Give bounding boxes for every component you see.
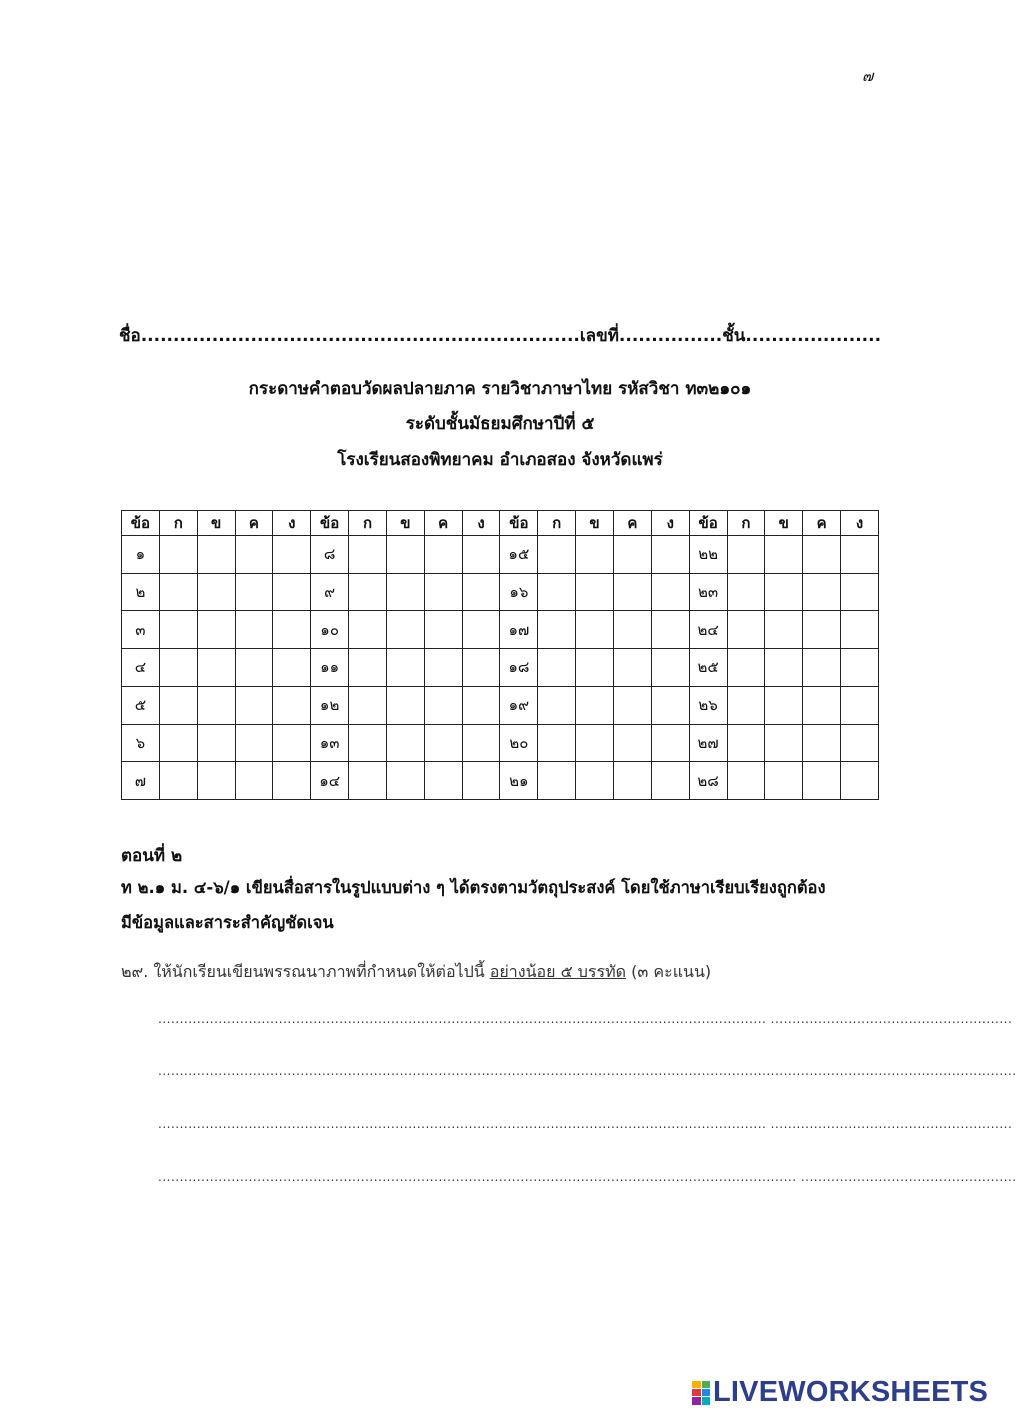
answer-choice-cell[interactable] <box>273 649 311 687</box>
answer-choice-cell[interactable] <box>349 611 387 649</box>
answer-choice-cell[interactable] <box>765 762 803 800</box>
answer-choice-cell[interactable] <box>538 649 576 687</box>
logo-block <box>692 1397 701 1404</box>
answer-choice-cell[interactable] <box>159 724 197 762</box>
answer-choice-cell[interactable] <box>235 536 273 574</box>
header-cell: ง <box>651 511 689 536</box>
question-number: ๑ <box>122 536 160 574</box>
answer-choice-cell[interactable] <box>462 649 500 687</box>
answer-choice-cell[interactable] <box>841 762 879 800</box>
part-title: ตอนที่ ๒ <box>121 846 183 866</box>
answer-choice-cell[interactable] <box>841 649 879 687</box>
answer-choice-cell[interactable] <box>613 762 651 800</box>
header-cell: ข้อ <box>311 511 349 536</box>
header-cell: ข้อ <box>500 511 538 536</box>
answer-choice-cell[interactable] <box>462 686 500 724</box>
question-number: ๙ <box>311 573 349 611</box>
answer-choice-cell[interactable] <box>651 686 689 724</box>
answer-choice-cell[interactable] <box>349 686 387 724</box>
student-info-line: ชื่อ....................................................................เลขที่................ชั้น..................... <box>118 326 882 346</box>
answer-choice-cell[interactable] <box>613 536 651 574</box>
answer-choice-cell[interactable] <box>765 536 803 574</box>
answer-choice-cell[interactable] <box>424 611 462 649</box>
question-number: ๒๓ <box>689 573 727 611</box>
answer-choice-cell[interactable] <box>576 686 614 724</box>
answer-choice-cell[interactable] <box>159 573 197 611</box>
answer-choice-cell[interactable] <box>651 573 689 611</box>
header-cell: ก <box>349 511 387 536</box>
question-text: ๒๙. ให้นักเรียนเขียนพรรณนาภาพที่กำหนดให้ต่อไปนี้ <box>121 962 490 981</box>
answer-choice-cell[interactable] <box>841 686 879 724</box>
question-number: ๓ <box>122 611 160 649</box>
answer-choice-cell[interactable] <box>576 611 614 649</box>
answer-choice-cell[interactable] <box>576 536 614 574</box>
answer-choice-cell[interactable] <box>727 762 765 800</box>
answer-row <box>122 573 879 611</box>
indicator-text: ท ๒.๑ ม. ๔-๖/๑ เขียนสื่อสารในรูปแบบต่าง ๆ ได้ตรงตามวัตถุประสงค์ โดยใช้ภาษาเรียบเรียงถูกต้อง <box>121 878 826 897</box>
question-number: ๒ <box>122 573 160 611</box>
answer-choice-cell[interactable] <box>651 611 689 649</box>
answer-choice-cell[interactable] <box>803 611 841 649</box>
sheet-title: กระดาษคำตอบวัดผลปลายภาค รายวิชาภาษาไทย รหัสวิชา ท๓๒๑๐๑ <box>248 379 752 399</box>
question-number: ๒๒ <box>689 536 727 574</box>
question-number: ๒๕ <box>689 649 727 687</box>
answer-choice-cell[interactable] <box>386 611 424 649</box>
answer-choice-cell[interactable] <box>273 686 311 724</box>
question-number: ๑๗ <box>500 611 538 649</box>
answer-choice-cell[interactable] <box>651 649 689 687</box>
answer-choice-cell[interactable] <box>462 762 500 800</box>
answer-choice-cell[interactable] <box>765 573 803 611</box>
answer-choice-cell[interactable] <box>841 573 879 611</box>
answer-choice-cell[interactable] <box>765 686 803 724</box>
answer-choice-cell[interactable] <box>349 573 387 611</box>
answer-choice-cell[interactable] <box>386 573 424 611</box>
logo-blocks-icon <box>692 1381 710 1405</box>
answer-line[interactable]: .................................................................................................................................................... .................................................. <box>158 1170 1017 1184</box>
question-number: ๒๖ <box>689 686 727 724</box>
answer-choice-cell[interactable] <box>197 649 235 687</box>
answer-choice-cell[interactable] <box>197 724 235 762</box>
header-cell: ค <box>235 511 273 536</box>
answer-choice-cell[interactable] <box>424 686 462 724</box>
logo-block <box>702 1397 711 1404</box>
answer-choice-cell[interactable] <box>235 724 273 762</box>
question-number: ๒๘ <box>689 762 727 800</box>
answer-choice-cell[interactable] <box>159 611 197 649</box>
question-29 <box>121 960 711 985</box>
header-cell: ค <box>613 511 651 536</box>
answer-choice-cell[interactable] <box>576 762 614 800</box>
header-cell: ง <box>841 511 879 536</box>
answer-choice-cell[interactable] <box>197 686 235 724</box>
question-number: ๑๙ <box>500 686 538 724</box>
header-cell: ง <box>462 511 500 536</box>
answer-choice-cell[interactable] <box>349 649 387 687</box>
header-cell: ค <box>424 511 462 536</box>
question-number: ๑๘ <box>500 649 538 687</box>
question-number: ๔ <box>122 649 160 687</box>
answer-choice-cell[interactable] <box>424 724 462 762</box>
answer-choice-cell[interactable] <box>576 573 614 611</box>
answer-choice-cell[interactable] <box>803 573 841 611</box>
question-points: (๓ คะแนน) <box>626 962 712 981</box>
answer-choice-cell[interactable] <box>651 724 689 762</box>
answer-choice-cell[interactable] <box>235 649 273 687</box>
answer-choice-cell[interactable] <box>651 762 689 800</box>
question-number: ๑๕ <box>500 536 538 574</box>
question-number: ๑๓ <box>311 724 349 762</box>
question-number: ๗ <box>122 762 160 800</box>
answer-choice-cell[interactable] <box>197 573 235 611</box>
answer-line[interactable]: ....................................................................................................................................................................................................... <box>158 1064 1017 1078</box>
question-number: ๒๗ <box>689 724 727 762</box>
question-number: ๑๐ <box>311 611 349 649</box>
answer-choice-cell[interactable] <box>576 724 614 762</box>
answer-choice-cell[interactable] <box>424 762 462 800</box>
answer-choice-cell[interactable] <box>235 611 273 649</box>
question-requirement: อย่างน้อย ๕ บรรทัด <box>489 962 627 981</box>
answer-choice-cell[interactable] <box>727 724 765 762</box>
question-number: ๑๔ <box>311 762 349 800</box>
question-number: ๘ <box>311 536 349 574</box>
answer-choice-cell[interactable] <box>538 762 576 800</box>
answer-choice-cell[interactable] <box>803 724 841 762</box>
logo-block <box>702 1381 711 1388</box>
question-number: ๒๑ <box>500 762 538 800</box>
answer-choice-cell[interactable] <box>235 573 273 611</box>
header-cell: ข <box>197 511 235 536</box>
answer-choice-cell[interactable] <box>538 724 576 762</box>
answer-choice-cell[interactable] <box>613 649 651 687</box>
question-number: ๑๒ <box>311 686 349 724</box>
answer-choice-cell[interactable] <box>273 611 311 649</box>
answer-choice-cell[interactable] <box>386 724 424 762</box>
answer-choice-cell[interactable] <box>765 724 803 762</box>
header-cell: ง <box>273 511 311 536</box>
answer-choice-cell[interactable] <box>538 536 576 574</box>
answer-choice-cell[interactable] <box>538 611 576 649</box>
answer-choice-cell[interactable] <box>462 573 500 611</box>
answer-line[interactable]: ............................................................................................................................................. ........................................................ <box>158 1012 1013 1026</box>
header-cell: ข <box>765 511 803 536</box>
answer-choice-cell[interactable] <box>841 536 879 574</box>
answer-row <box>122 649 879 687</box>
header-cell: ข <box>576 511 614 536</box>
liveworksheets-logo <box>692 1376 988 1409</box>
answer-choice-cell[interactable] <box>613 724 651 762</box>
answer-choice-cell[interactable] <box>273 724 311 762</box>
grade-level: ระดับชั้นมัธยมศึกษาปีที่ ๕ <box>405 414 595 434</box>
answer-choice-cell[interactable] <box>159 686 197 724</box>
answer-choice-cell[interactable] <box>235 686 273 724</box>
header-cell: ข้อ <box>122 511 160 536</box>
answer-choice-cell[interactable] <box>613 573 651 611</box>
answer-choice-cell[interactable] <box>386 649 424 687</box>
answer-choice-cell[interactable] <box>462 724 500 762</box>
answer-choice-cell[interactable] <box>803 686 841 724</box>
answer-choice-cell[interactable] <box>765 611 803 649</box>
answer-grid <box>121 510 879 800</box>
answer-choice-cell[interactable] <box>538 686 576 724</box>
question-number: ๑๖ <box>500 573 538 611</box>
answer-choice-cell[interactable] <box>349 536 387 574</box>
answer-choice-cell[interactable] <box>273 573 311 611</box>
answer-row <box>122 724 879 762</box>
answer-choice-cell[interactable] <box>273 536 311 574</box>
answer-choice-cell[interactable] <box>386 762 424 800</box>
answer-choice-cell[interactable] <box>462 536 500 574</box>
answer-grid-header <box>122 511 879 536</box>
question-number: ๑๑ <box>311 649 349 687</box>
answer-choice-cell[interactable] <box>349 724 387 762</box>
answer-line[interactable]: ............................................................................................................................................. ........................................................ <box>158 1117 1013 1131</box>
question-number: ๒๔ <box>689 611 727 649</box>
answer-choice-cell[interactable] <box>727 573 765 611</box>
answer-choice-cell[interactable] <box>273 762 311 800</box>
school-name: โรงเรียนสองพิทยาคม อำเภอสอง จังหวัดแพร่ <box>337 450 663 470</box>
answer-choice-cell[interactable] <box>386 536 424 574</box>
indicator-text-continued: มีข้อมูลและสาระสำคัญชัดเจน <box>121 913 334 932</box>
answer-choice-cell[interactable] <box>424 573 462 611</box>
answer-choice-cell[interactable] <box>803 762 841 800</box>
answer-row <box>122 686 879 724</box>
answer-choice-cell[interactable] <box>803 649 841 687</box>
answer-choice-cell[interactable] <box>651 536 689 574</box>
answer-choice-cell[interactable] <box>613 686 651 724</box>
logo-block <box>692 1389 701 1396</box>
header-cell: ข้อ <box>689 511 727 536</box>
answer-row <box>122 762 879 800</box>
answer-choice-cell[interactable] <box>349 762 387 800</box>
answer-choice-cell[interactable] <box>424 649 462 687</box>
answer-choice-cell[interactable] <box>613 611 651 649</box>
answer-choice-cell[interactable] <box>197 762 235 800</box>
answer-choice-cell[interactable] <box>803 536 841 574</box>
header-cell: ก <box>727 511 765 536</box>
logo-block <box>692 1381 701 1388</box>
header-cell: ค <box>803 511 841 536</box>
logo-text: LIVEWORKSHEETS <box>713 1376 989 1408</box>
header-cell: ข <box>386 511 424 536</box>
answer-choice-cell[interactable] <box>197 536 235 574</box>
answer-choice-cell[interactable] <box>197 611 235 649</box>
answer-choice-cell[interactable] <box>727 536 765 574</box>
answer-choice-cell[interactable] <box>841 724 879 762</box>
answer-choice-cell[interactable] <box>576 649 614 687</box>
question-number: ๖ <box>122 724 160 762</box>
answer-choice-cell[interactable] <box>235 762 273 800</box>
answer-choice-cell[interactable] <box>462 611 500 649</box>
logo-block <box>702 1389 711 1396</box>
answer-choice-cell[interactable] <box>538 573 576 611</box>
header-cell: ก <box>159 511 197 536</box>
answer-choice-cell[interactable] <box>727 686 765 724</box>
question-number: ๒๐ <box>500 724 538 762</box>
answer-choice-cell[interactable] <box>424 536 462 574</box>
answer-choice-cell[interactable] <box>765 649 803 687</box>
header-cell: ก <box>538 511 576 536</box>
answer-choice-cell[interactable] <box>386 686 424 724</box>
answer-choice-cell[interactable] <box>159 649 197 687</box>
answer-choice-cell[interactable] <box>159 536 197 574</box>
page-number: ๗ <box>862 67 874 85</box>
answer-choice-cell[interactable] <box>159 762 197 800</box>
answer-choice-cell[interactable] <box>727 649 765 687</box>
question-number: ๕ <box>122 686 160 724</box>
answer-choice-cell[interactable] <box>727 611 765 649</box>
answer-choice-cell[interactable] <box>841 611 879 649</box>
answer-row <box>122 536 879 574</box>
answer-row <box>122 611 879 649</box>
